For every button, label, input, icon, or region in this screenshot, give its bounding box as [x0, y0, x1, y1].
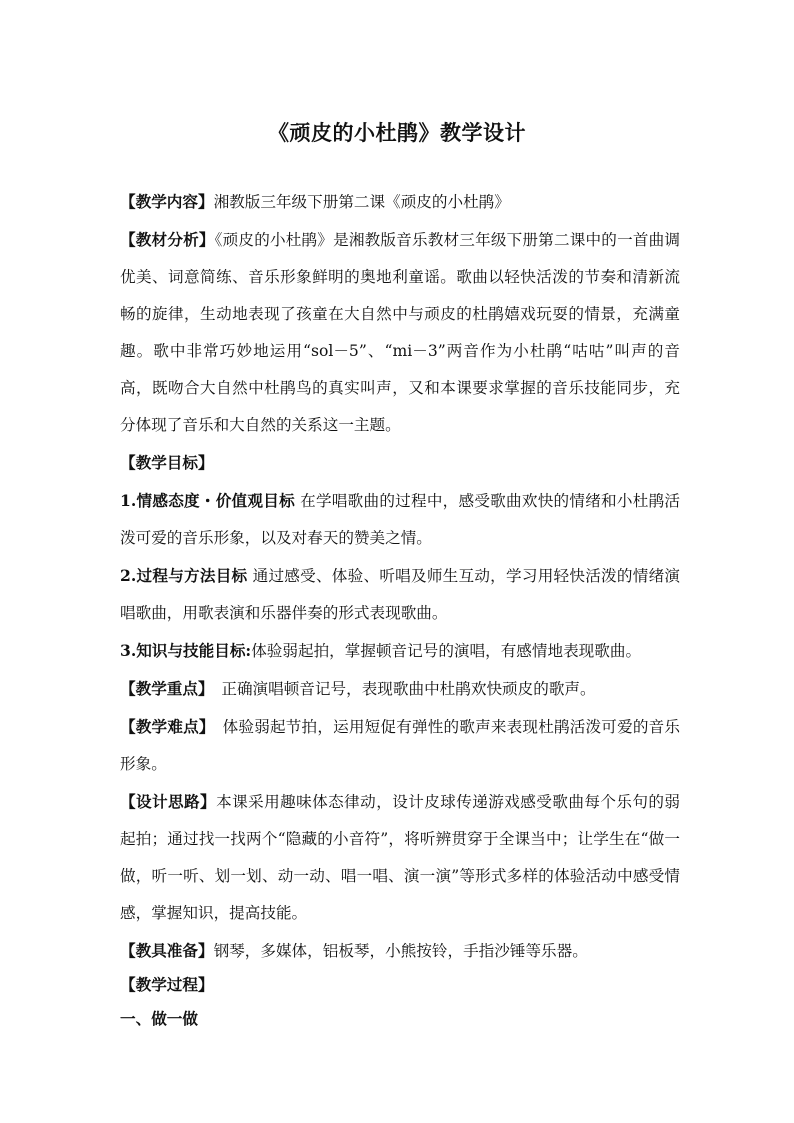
difficulties-label: 【教学难点】	[120, 717, 207, 736]
section-1-heading	[120, 1000, 680, 1038]
goal-item-1-label: 1.情感态度・价值观目标	[120, 491, 295, 510]
key-points-label: 【教学重点】	[120, 679, 206, 698]
goal-item-2-label: 2.过程与方法目标	[120, 566, 248, 585]
material-analysis-paragraph	[120, 221, 680, 444]
document-body	[120, 183, 680, 1038]
design-idea-label: 【设计思路】	[120, 792, 217, 811]
goal-item-1	[120, 482, 680, 557]
materials-text: 钢琴，多媒体，铝板琴，小熊按铃，手指沙锤等乐器。	[213, 942, 588, 960]
goal-item-2	[120, 557, 680, 632]
materials-paragraph	[120, 932, 680, 970]
goal-item-3-label: 3.知识与技能目标:	[120, 641, 252, 660]
goal-item-1-text: 在学唱歌曲的过程中，感受歌曲欢快的情绪和小杜鹃活泼可爱的音乐形象，以及对春天的赞美之情。	[120, 492, 681, 547]
teaching-content-paragraph	[120, 183, 680, 221]
key-points-paragraph	[120, 670, 680, 708]
design-idea-paragraph	[120, 783, 680, 932]
difficulties-text: 体验弱起节拍，运用短促有弹性的歌声来表现杜鹃活泼可爱的音乐形象。	[120, 718, 680, 773]
teaching-content-label: 【教学内容】	[120, 192, 214, 211]
teaching-process-heading	[120, 966, 680, 1004]
teaching-goals-heading	[120, 444, 680, 482]
materials-label: 【教具准备】	[120, 941, 214, 960]
goal-item-3	[120, 632, 680, 670]
key-points-text: 正确演唱顿音记号，表现歌曲中杜鹃欢快顽皮的歌声。	[205, 680, 596, 698]
teaching-goals-label: 【教学目标】	[120, 453, 214, 472]
design-idea-text: 本课采用趣味体态律动，设计皮球传递游戏感受歌曲每个乐句的弱起拍；通过找一找两个“隐藏的小音符”，将听辨贯穿于全课当中；让学生在“做一做，听一听、划一划、动一动、唱一唱、演一演”等形式多样的体验活动中感受情感，掌握知识，提高技能。	[120, 793, 680, 922]
teaching-content-text: 湘教版三年级下册第二课《顽皮的小杜鹃》	[213, 193, 510, 211]
difficulties-paragraph	[120, 708, 680, 783]
teaching-process-label: 【教学过程】	[120, 975, 214, 994]
goal-item-2-text: 通过感受、体验、听唱及师生互动，学习用轻快活泼的情绪演唱歌曲，用歌表演和乐器伴奏的形式表现歌曲。	[120, 567, 681, 622]
document-title: 《顽皮的小杜鹃》教学设计	[268, 120, 526, 145]
goal-item-3-text: 体验弱起拍，掌握顿音记号的演唱，有感情地表现歌曲。	[251, 642, 642, 660]
material-analysis-label: 【教材分析】	[120, 230, 215, 249]
material-analysis-text: 《顽皮的小杜鹃》是湘教版音乐教材三年级下册第二课中的一首曲调优美、词意简练、音乐形象鲜明的奥地利童谣。歌曲以轻快活泼的节奏和清新流畅的旋律，生动地表现了孩童在大自然中与顽皮的杜鹃嬉戏玩耍的情景，充满童趣。歌中非常巧妙地运用“sol－5”、“mi－3”两音作为小杜鹃“咕咕”叫声的音高，既吻合大自然中杜鹃鸟的真实叫声，又和本课要求掌握的音乐技能同步，充分体现了音乐和大自然的关系这一主题。	[120, 231, 680, 434]
section-1-title: 一、做一做	[120, 1009, 198, 1028]
